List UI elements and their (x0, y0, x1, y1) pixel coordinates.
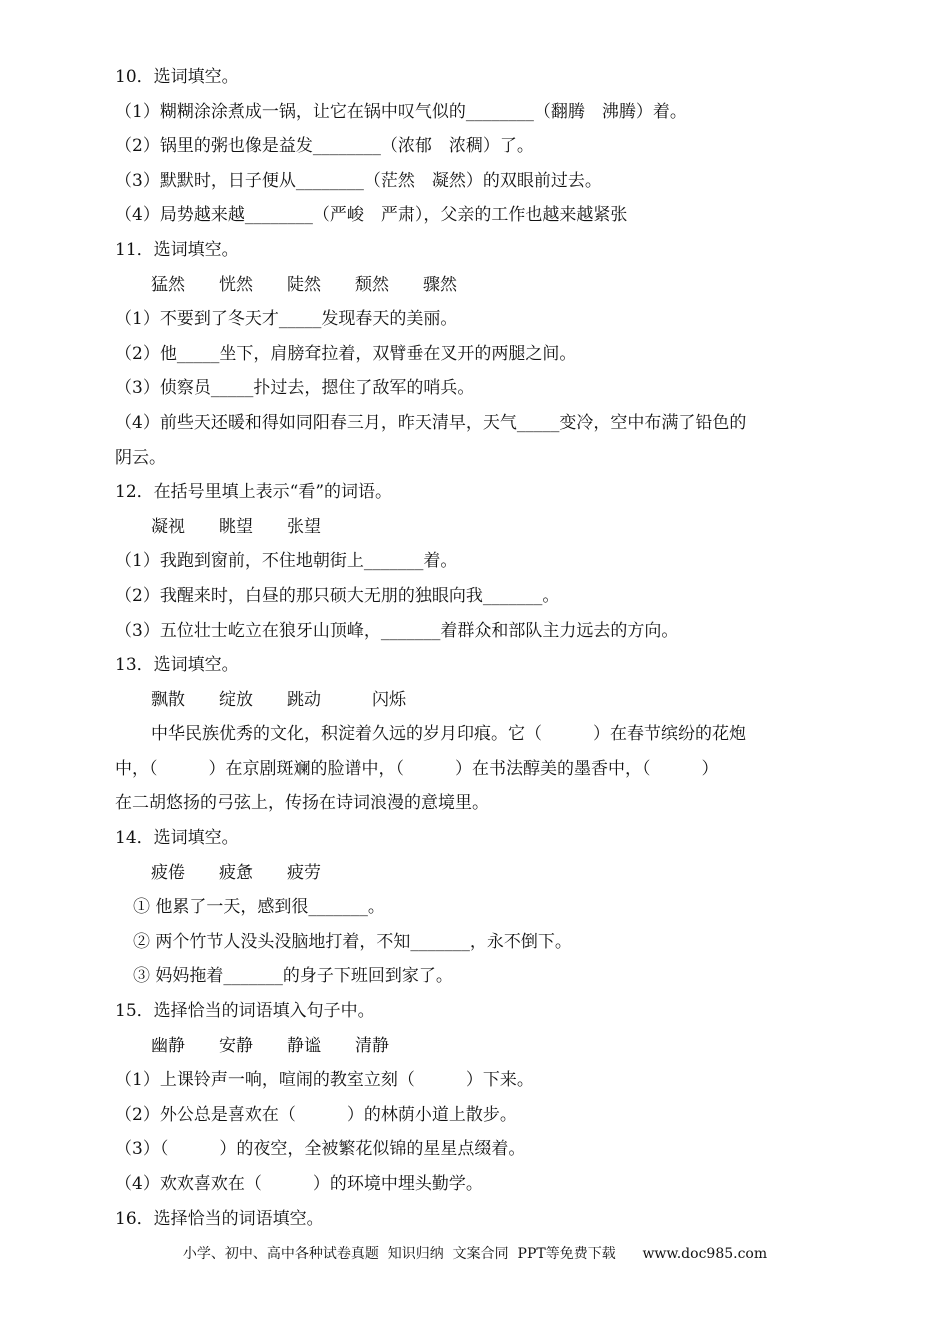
question-11-item-2: （2）他_____坐下，肩膀耷拉着，双臂垂在叉开的两腿之间。 (115, 343, 577, 364)
question-16 (115, 1202, 835, 1237)
question-15 (115, 994, 835, 1202)
question-16-title: 16．选择恰当的词语填空。 (115, 1208, 324, 1229)
question-10 (115, 60, 835, 233)
question-12-item-2: （2）我醒来时，白昼的那只硕大无朋的独眼向我_______。 (115, 585, 560, 606)
question-11-item-4-line-2: 阴云。 (115, 447, 166, 468)
question-15-item-4: （4）欢欢喜欢在（ ）的环境中埋头勤学。 (115, 1174, 483, 1194)
question-10-item-4: （4）局势越来越________（严峻 严肃），父亲的工作也越来越紧张 (115, 205, 628, 226)
question-15-item-3: （3）（ ）的夜空，全被繁花似锦的星星点缀着。 (115, 1139, 526, 1160)
question-13 (115, 648, 835, 821)
question-13-word-options: 飘散 绽放 跳动 闪烁 (151, 689, 406, 710)
question-12-word-options: 凝视 眺望 张望 (151, 516, 321, 537)
question-15-item-2: （2）外公总是喜欢在（ ）的林荫小道上散步。 (115, 1104, 517, 1125)
question-10-item-2: （2）锅里的粥也像是益发________（浓郁 浓稠）了。 (115, 136, 534, 157)
question-10-item-1: （1）糊糊涂涂煮成一锅，让它在锅中叹气似的________（翻腾 沸腾）着。 (115, 101, 687, 122)
question-11 (115, 233, 835, 475)
question-14-item-1: ① 他累了一天，感到很_______。 (133, 897, 385, 918)
question-13-paragraph-line-1: 中华民族优秀的文化，积淀着久远的岁月印痕。它（ ）在春节缤纷的花炮 (151, 724, 746, 745)
question-11-item-3: （3）侦察员_____扑过去，摁住了敌军的哨兵。 (115, 378, 475, 399)
question-12-title: 12．在括号里填上表示“看”的词语。 (115, 482, 393, 503)
question-12-item-1: （1）我跑到窗前，不住地朝街上_______着。 (115, 551, 458, 572)
question-11-title: 11．选词填空。 (115, 239, 239, 260)
question-10-item-3: （3）默默时，日子便从________（茫然 凝然）的双眼前过去。 (115, 170, 602, 191)
question-14-item-3: ③ 妈妈拖着_______的身子下班回到家了。 (133, 966, 453, 987)
footer-download-notice: 小学、初中、高中各种试卷真题 知识归纳 文案合同 PPT等免费下载 www.doc985.com (182, 1246, 768, 1262)
question-15-item-1: （1）上课铃声一响，喧闹的教室立刻（ ）下来。 (115, 1070, 534, 1091)
question-14 (115, 821, 835, 994)
question-15-word-options: 幽静 安静 静谧 清静 (151, 1035, 389, 1056)
question-14-item-2: ② 两个竹节人没头没脑地打着，不知_______，永不倒下。 (133, 931, 572, 952)
question-13-title: 13．选词填空。 (115, 655, 239, 676)
question-15-title: 15．选择恰当的词语填入句子中。 (115, 1001, 375, 1022)
question-list (115, 60, 835, 1236)
question-12-item-3: （3）五位壮士屹立在狼牙山顶峰，_______着群众和部队主力远去的方向。 (115, 620, 679, 641)
question-11-item-4-line-1: （4）前些天还暖和得如同阳春三月，昨天清早，天气_____变冷，空中布满了铅色的 (115, 412, 747, 433)
question-14-word-options: 疲倦 疲惫 疲劳 (151, 862, 321, 883)
question-12 (115, 475, 835, 648)
question-10-title: 10．选词填空。 (115, 67, 239, 87)
question-11-item-1: （1）不要到了冬天才_____发现春天的美丽。 (115, 309, 458, 330)
question-13-paragraph-line-2: 中，（ ）在京剧斑斓的脸谱中，（ ）在书法醇美的墨香中，（ ） (115, 758, 719, 779)
question-13-paragraph-line-3: 在二胡悠扬的弓弦上，传扬在诗词浪漫的意境里。 (115, 793, 489, 814)
question-11-word-options: 猛然 恍然 陡然 颓然 骤然 (151, 274, 457, 295)
question-14-title: 14．选词填空。 (115, 828, 239, 849)
